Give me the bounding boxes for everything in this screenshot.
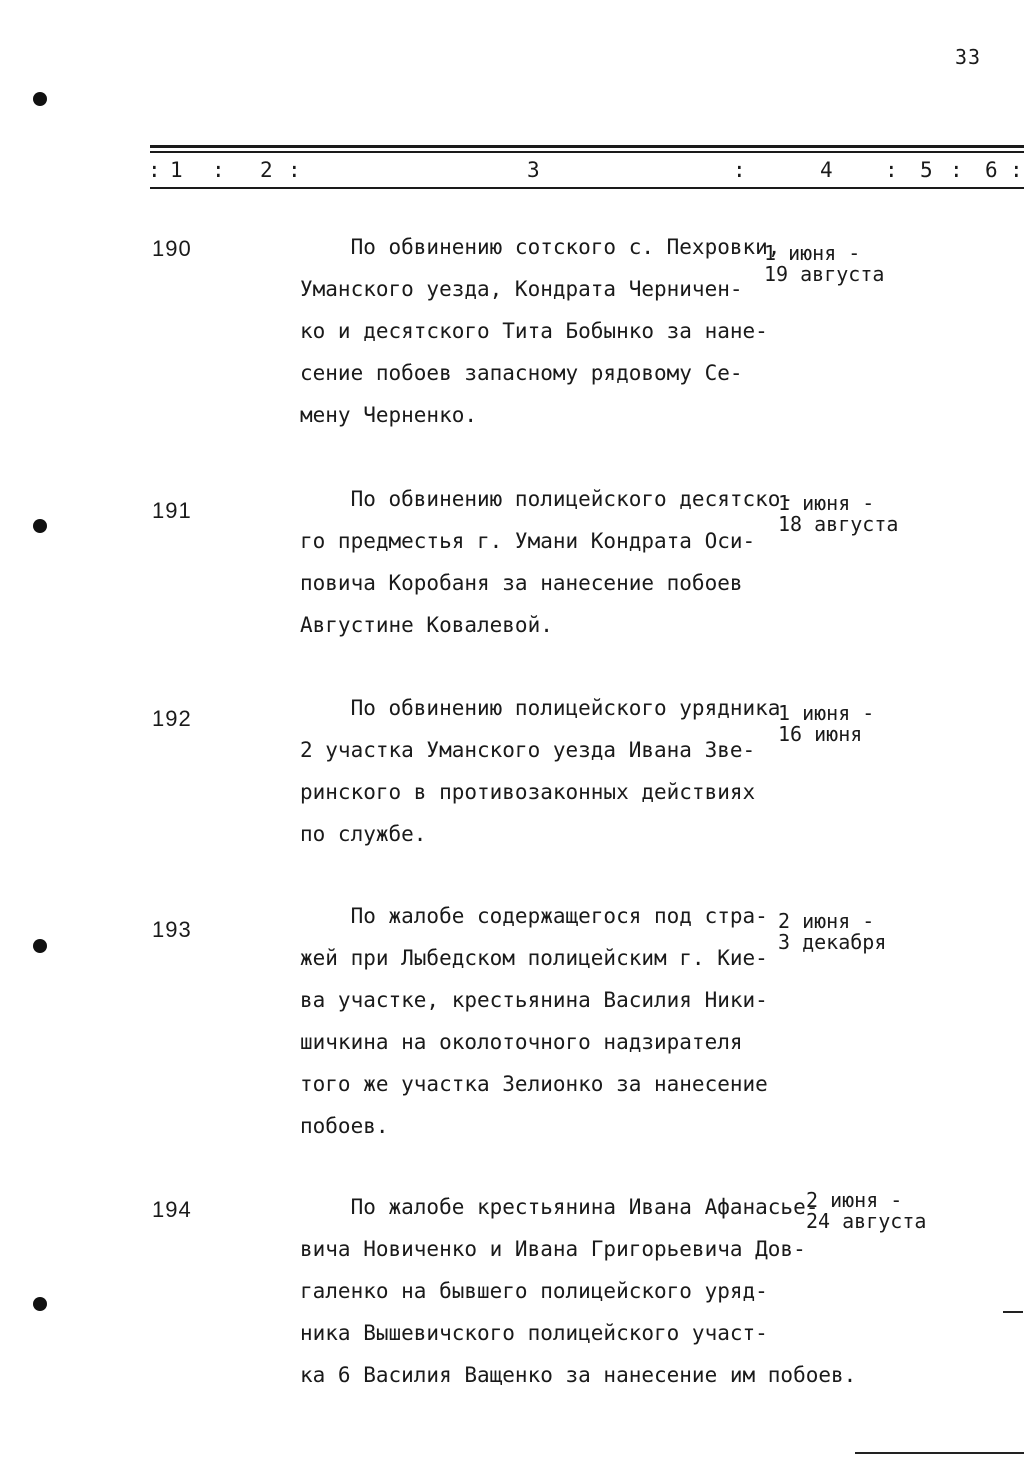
column-header-1: 1	[170, 158, 183, 182]
column-header-2: 2	[260, 158, 273, 182]
entry-description: По обвинению полицейского десятско- го предместья г. Умани Кондрата Оси- повича Коробаня за нанесение побоев Августине Ковалевой.	[300, 487, 794, 637]
punch-hole	[33, 519, 47, 533]
entry-number: 190	[152, 236, 192, 261]
entry-date-range: 1 июня - 19 августа	[764, 241, 885, 286]
header-top-rule	[150, 145, 1024, 148]
entry-description: По обвинению сотского с. Пехровки, Уманского уезда, Кондрата Черничен- ко и десятского Тита Бобынко за нане- сение побоев запасному рядовому Се- мену Черненко.	[300, 235, 781, 427]
column-header-row	[0, 158, 1024, 186]
column-separator: :	[885, 158, 898, 182]
header-top-rule-2	[150, 151, 1024, 153]
column-header-3: 3	[527, 158, 540, 182]
column-separator: :	[733, 158, 746, 182]
punch-hole	[33, 1297, 47, 1311]
entry-date-range: 2 июня - 3 декабря	[778, 909, 887, 954]
column-header-4: 4	[820, 158, 833, 182]
entry-description: По жалобе содержащегося под стра- жей при Лыбедском полицейским г. Кие- ва участке, крестьянина Василия Ники- шичкина на околоточного надзирателя того же участка Зелионко за нанесение побоев.	[300, 904, 768, 1138]
entry-number: 192	[152, 706, 192, 731]
column-separator: :	[212, 158, 225, 182]
punch-hole	[33, 939, 47, 953]
margin-mark	[1003, 1311, 1023, 1313]
entry-date-range: 2 июня - 24 августа	[806, 1188, 927, 1233]
entry-date-range: 1 июня - 16 июня	[778, 701, 875, 746]
page-number: 33	[955, 45, 982, 69]
entry-number: 193	[152, 917, 192, 942]
column-separator: :	[288, 158, 301, 182]
entry-description: По обвинению полицейского урядника 2 участка Уманского уезда Ивана Зве- ринского в противозаконных действиях по службе.	[300, 696, 781, 846]
entry-number: 191	[152, 498, 192, 523]
footer-rule	[855, 1452, 1024, 1454]
entry-description: По жалобе крестьянина Ивана Афанасье- вича Новиченко и Ивана Григорьевича Дов- галенко на бывшего полицейского уряд- ника Вышевичского полицейского участ- ка 6 Василия Ващенко за нанесение им побоев.	[300, 1195, 857, 1387]
column-header-5: 5	[920, 158, 933, 182]
column-separator: :	[148, 158, 161, 182]
column-separator: :	[1010, 158, 1023, 182]
entry-number: 194	[152, 1197, 192, 1222]
punch-hole	[33, 92, 47, 106]
entry-date-range: 1 июня - 18 августа	[778, 491, 899, 536]
column-separator: :	[950, 158, 963, 182]
column-header-6: 6	[985, 158, 998, 182]
header-bottom-rule	[150, 187, 1024, 189]
